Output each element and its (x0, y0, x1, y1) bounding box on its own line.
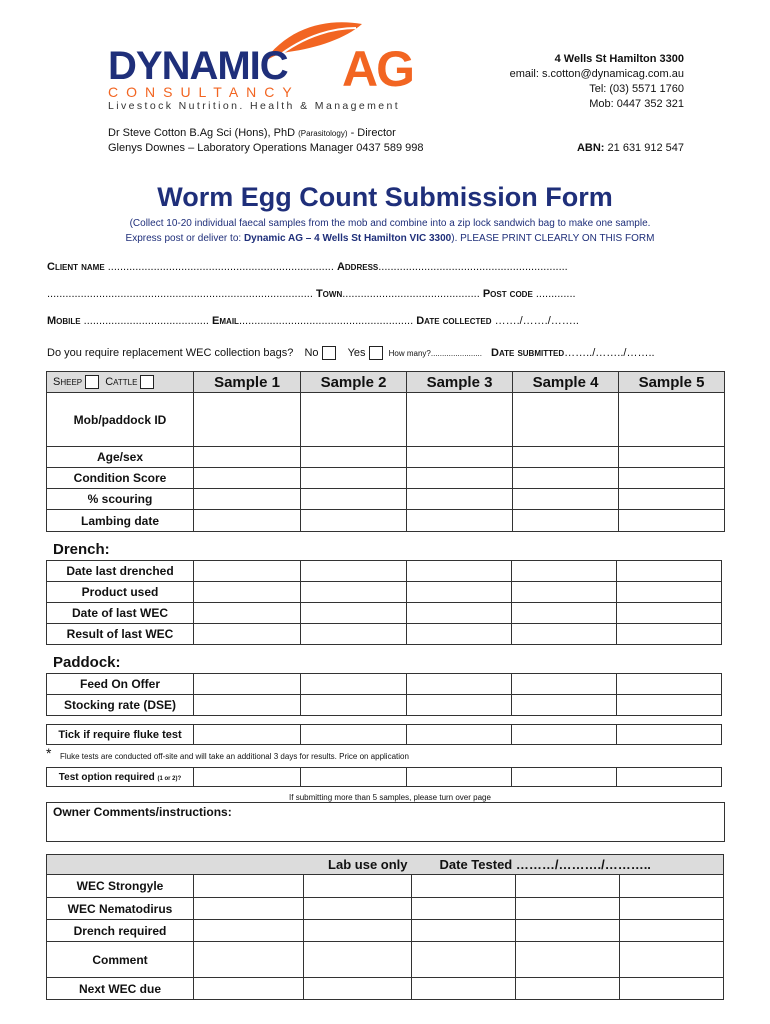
town-label: Town (315, 288, 343, 300)
table-cell[interactable] (407, 447, 513, 468)
table-row (47, 978, 724, 1000)
date-submitted-field[interactable]: ……../……../…….. (564, 346, 655, 359)
table-cell[interactable] (407, 468, 513, 489)
contact-mob: Mob: 0447 352 321 (589, 98, 684, 110)
age-sex-label: Age/sex (47, 447, 194, 468)
test-option-label (47, 768, 194, 787)
table-cell[interactable] (301, 603, 407, 624)
logo-tagline: Livestock Nutrition. Health & Management (108, 100, 401, 112)
owner-comments-box[interactable] (46, 802, 725, 842)
table-cell[interactable] (194, 489, 301, 510)
table-cell[interactable] (194, 510, 301, 532)
product-used-label: Product used (47, 582, 194, 603)
fluke-asterisk: * (46, 745, 52, 761)
test-option-sub: (1 or 2)? (157, 775, 182, 782)
species-cell (47, 372, 194, 393)
table-cell[interactable] (194, 393, 301, 447)
table-cell[interactable] (407, 624, 512, 645)
table-cell[interactable] (512, 582, 617, 603)
paddock-table (46, 673, 722, 716)
table-cell[interactable] (194, 920, 304, 942)
table-cell[interactable] (512, 674, 617, 695)
town-field[interactable]: ............................................. (342, 288, 480, 300)
bags-how-many[interactable]: How many?....................... (388, 348, 482, 358)
table-cell[interactable] (194, 624, 301, 645)
test-option-table (46, 767, 722, 787)
table-cell[interactable] (194, 582, 301, 603)
more-samples-note: If submitting more than 5 samples, please turn over page (289, 793, 491, 802)
table-cell[interactable] (513, 468, 619, 489)
company-logo (108, 14, 438, 114)
fluke-note: Fluke tests are conducted off-site and will take an additional 3 days for results. Price on application (60, 752, 409, 761)
lab-header-row (47, 855, 724, 875)
staff-line-1 (108, 127, 396, 139)
table-cell[interactable] (301, 768, 407, 787)
table-cell[interactable] (407, 768, 512, 787)
date-submitted-label: Date submitted (491, 346, 565, 359)
owner-comments-label: Owner Comments/instructions: (53, 805, 232, 819)
table-cell[interactable] (513, 510, 619, 532)
table-cell[interactable] (512, 561, 617, 582)
table-cell[interactable] (619, 489, 725, 510)
table-row (47, 447, 725, 468)
table-cell[interactable] (516, 875, 620, 898)
table-row (47, 942, 724, 978)
contact-tel: Tel: (03) 5571 1760 (589, 83, 684, 95)
table-cell[interactable] (194, 447, 301, 468)
drench-required-label: Drench required (47, 920, 194, 942)
table-cell[interactable] (304, 875, 412, 898)
mobile-label: Mobile (47, 315, 81, 327)
table-cell[interactable] (407, 674, 512, 695)
table-row (47, 468, 725, 489)
table-cell[interactable] (412, 942, 516, 978)
postcode-label: Post code (482, 288, 533, 300)
lab-table (46, 854, 724, 1000)
staff-parasitology: (Parasitology) (298, 129, 348, 138)
table-cell[interactable] (619, 510, 725, 532)
instructions-address: Dynamic AG – 4 Wells St Hamilton VIC 3300 (243, 233, 452, 244)
abn-value: 21 631 912 547 (607, 142, 684, 154)
table-cell[interactable] (194, 561, 301, 582)
table-row (47, 603, 722, 624)
address-line-2-field[interactable]: ....................................................................................... (47, 288, 313, 300)
fluke-test-label: Tick if require fluke test (47, 725, 194, 745)
drench-heading: Drench: (53, 541, 110, 558)
sample-3-header: Sample 3 (407, 372, 513, 393)
table-cell[interactable] (617, 725, 722, 745)
table-cell[interactable] (407, 510, 513, 532)
staff-director: Dr Steve Cotton B.Ag Sci (Hons), PhD (108, 127, 296, 139)
date-collected-label: Date collected (416, 315, 492, 327)
mob-paddock-label: Mob/paddock ID (47, 393, 194, 447)
table-row (47, 725, 722, 745)
bags-question: Do you require replacement WEC collection bags? (47, 346, 294, 359)
table-row (47, 768, 722, 787)
table-cell[interactable] (512, 768, 617, 787)
table-row (47, 393, 725, 447)
table-cell[interactable] (617, 695, 722, 716)
client-name-field[interactable]: .......................................................................... (107, 261, 334, 273)
table-cell[interactable] (304, 942, 412, 978)
table-cell[interactable] (304, 898, 412, 920)
table-cell[interactable] (304, 978, 412, 1000)
fluke-table (46, 724, 722, 745)
table-cell[interactable] (620, 978, 724, 1000)
table-cell[interactable] (301, 695, 407, 716)
table-cell[interactable] (301, 468, 407, 489)
table-cell[interactable] (301, 624, 407, 645)
bags-no-label: No (304, 346, 319, 359)
table-cell[interactable] (512, 725, 617, 745)
date-last-wec-label: Date of last WEC (47, 603, 194, 624)
table-cell[interactable] (412, 898, 516, 920)
logo-ag: AG (342, 41, 413, 97)
table-cell[interactable] (194, 603, 301, 624)
date-collected-field[interactable]: ……./……./…….. (494, 315, 579, 327)
email-label: Email (212, 315, 239, 327)
table-cell[interactable] (194, 768, 301, 787)
cattle-checkbox[interactable] (140, 375, 154, 389)
sample-4-header: Sample 4 (513, 372, 619, 393)
sample-1-header: Sample 1 (194, 372, 301, 393)
table-cell[interactable] (407, 695, 512, 716)
table-cell[interactable] (301, 393, 407, 447)
table-cell[interactable] (301, 674, 407, 695)
contact-address: 4 Wells St Hamilton 3300 (554, 53, 684, 65)
instructions-express: Express post or deliver to: (125, 233, 242, 244)
table-cell[interactable] (516, 942, 620, 978)
address-field[interactable]: .............................................................. (378, 261, 568, 273)
abn-label: ABN: (576, 142, 605, 154)
sheep-label: Sheep (53, 375, 83, 388)
sheep-checkbox[interactable] (85, 375, 99, 389)
table-row (47, 510, 725, 532)
address-line-2 (47, 288, 576, 300)
table-cell[interactable] (194, 468, 301, 489)
table-cell[interactable] (194, 725, 301, 745)
table-cell[interactable] (620, 942, 724, 978)
table-cell[interactable] (301, 489, 407, 510)
page-title: Worm Egg Count Submission Form (157, 182, 613, 212)
lab-use-only: Lab use only (47, 855, 412, 875)
contact-email: email: s.cotton@dynamicag.com.au (509, 68, 684, 80)
bags-no-checkbox[interactable] (322, 346, 336, 360)
table-cell[interactable] (301, 725, 407, 745)
table-cell[interactable] (516, 978, 620, 1000)
date-tested: Date Tested ………/………./……….. (412, 855, 724, 875)
sample-header-row (47, 372, 725, 393)
bags-yes-label: Yes (347, 346, 366, 359)
table-cell[interactable] (619, 468, 725, 489)
lambing-date-label: Lambing date (47, 510, 194, 532)
table-cell[interactable] (512, 603, 617, 624)
instructions-line-2 (0, 233, 770, 244)
mobile-line (47, 315, 579, 327)
client-name-line (47, 261, 568, 273)
table-cell[interactable] (617, 603, 722, 624)
table-row (47, 489, 725, 510)
table-cell[interactable] (412, 875, 516, 898)
table-cell[interactable] (407, 725, 512, 745)
table-cell[interactable] (617, 624, 722, 645)
table-cell[interactable] (301, 561, 407, 582)
table-cell[interactable] (301, 582, 407, 603)
table-cell[interactable] (513, 489, 619, 510)
table-cell[interactable] (513, 393, 619, 447)
table-cell[interactable] (619, 393, 725, 447)
sample-2-header: Sample 2 (301, 372, 407, 393)
sample-5-header: Sample 5 (619, 372, 725, 393)
staff-line-2: Glenys Downes – Laboratory Operations Manager 0437 589 998 (108, 142, 424, 154)
table-row (47, 582, 722, 603)
table-row (47, 674, 722, 695)
drench-table (46, 560, 722, 645)
stocking-rate-label: Stocking rate (DSE) (47, 695, 194, 716)
table-cell[interactable] (617, 561, 722, 582)
table-cell[interactable] (512, 624, 617, 645)
table-cell[interactable] (617, 582, 722, 603)
wec-nematodirus-label: WEC Nematodirus (47, 898, 194, 920)
result-last-wec-label: Result of last WEC (47, 624, 194, 645)
table-row (47, 898, 724, 920)
table-cell[interactable] (407, 393, 513, 447)
table-cell[interactable] (620, 875, 724, 898)
address-label: Address (336, 261, 379, 273)
table-cell[interactable] (194, 695, 301, 716)
table-row (47, 624, 722, 645)
email-field[interactable]: ......................................................... (238, 315, 414, 327)
scouring-label: % scouring (47, 489, 194, 510)
table-cell[interactable] (194, 942, 304, 978)
table-row (47, 561, 722, 582)
mobile-field[interactable]: ......................................... (83, 315, 209, 327)
table-row (47, 920, 724, 942)
postcode-field[interactable]: ............. (535, 288, 576, 300)
contact-block (510, 52, 684, 112)
staff-director-title: - Director (350, 127, 396, 139)
instructions-print: ). PLEASE PRINT CLEARLY ON THIS FORM (451, 233, 655, 244)
table-cell[interactable] (407, 489, 513, 510)
next-wec-due-label: Next WEC due (47, 978, 194, 1000)
table-cell[interactable] (407, 561, 512, 582)
date-last-drenched-label: Date last drenched (47, 561, 194, 582)
table-cell[interactable] (407, 603, 512, 624)
table-cell[interactable] (516, 898, 620, 920)
table-row (47, 875, 724, 898)
table-cell[interactable] (194, 978, 304, 1000)
condition-score-label: Condition Score (47, 468, 194, 489)
bags-line (47, 346, 655, 360)
table-cell[interactable] (194, 875, 304, 898)
table-cell[interactable] (617, 768, 722, 787)
bags-yes-checkbox[interactable] (369, 346, 383, 360)
comment-label: Comment (47, 942, 194, 978)
table-cell[interactable] (194, 674, 301, 695)
logo-consultancy: CONSULTANCY (108, 84, 300, 100)
table-cell[interactable] (617, 674, 722, 695)
logo-dynamic: DYNAMIC (108, 44, 288, 88)
sample-table (46, 371, 725, 532)
client-name-label: Client name (47, 261, 105, 273)
feed-on-offer-label: Feed On Offer (47, 674, 194, 695)
table-cell[interactable] (412, 978, 516, 1000)
table-cell[interactable] (301, 510, 407, 532)
cattle-label: Cattle (105, 375, 138, 388)
wec-strongyle-label: WEC Strongyle (47, 875, 194, 898)
paddock-heading: Paddock: (53, 654, 121, 671)
table-cell[interactable] (620, 920, 724, 942)
table-cell[interactable] (516, 920, 620, 942)
instructions-line-1: (Collect 10-20 individual faecal samples from the mob and combine into a zip lock sandwich bag to make one sample. (129, 218, 651, 229)
table-cell[interactable] (619, 447, 725, 468)
table-cell[interactable] (512, 695, 617, 716)
table-cell[interactable] (304, 920, 412, 942)
table-cell[interactable] (301, 447, 407, 468)
table-cell[interactable] (194, 898, 304, 920)
test-option-text: Test option required (58, 771, 155, 783)
table-cell[interactable] (620, 898, 724, 920)
table-cell[interactable] (407, 582, 512, 603)
abn (577, 142, 684, 154)
table-row (47, 695, 722, 716)
table-cell[interactable] (513, 447, 619, 468)
table-cell[interactable] (412, 920, 516, 942)
